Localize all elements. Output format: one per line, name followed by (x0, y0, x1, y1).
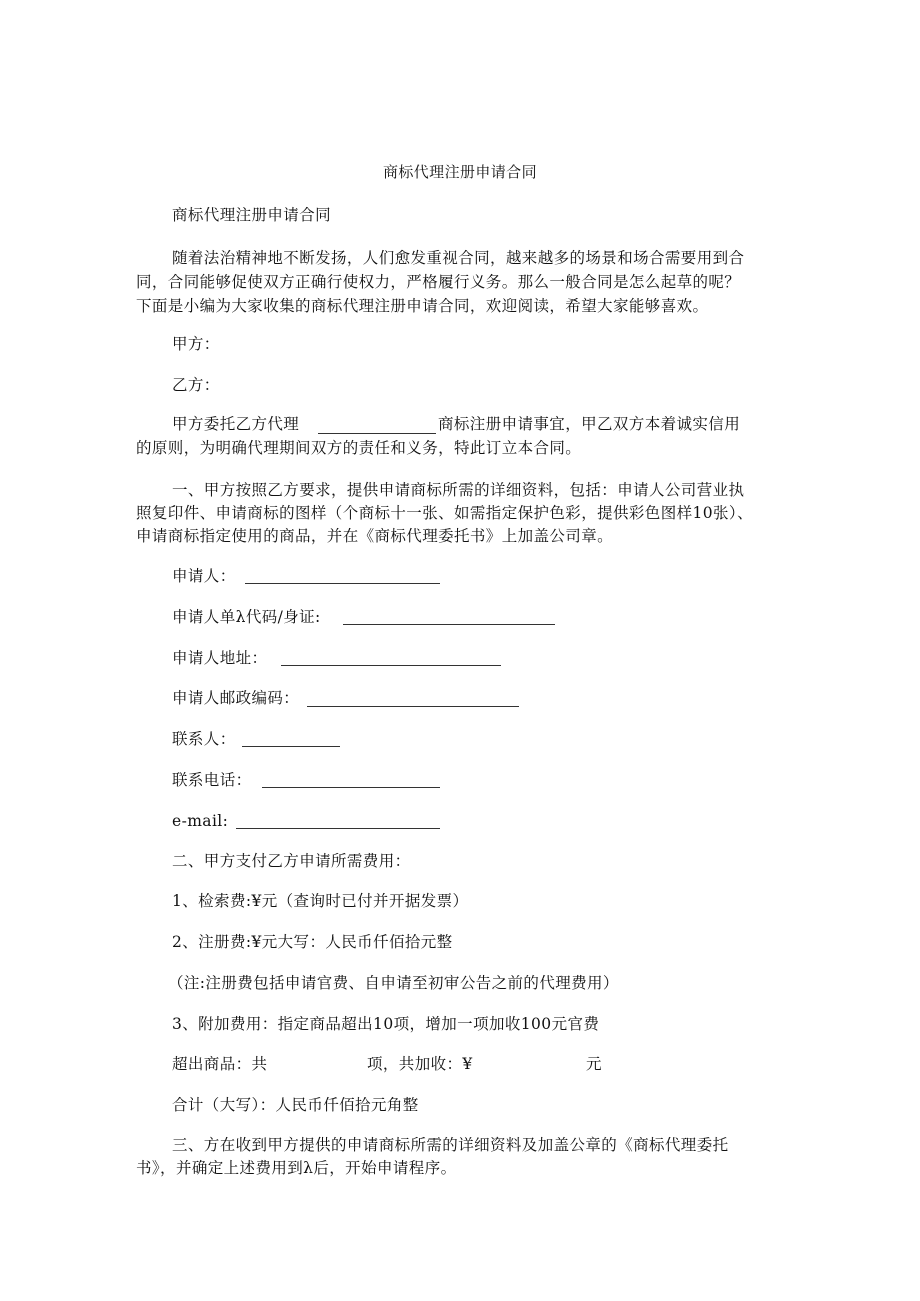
clause1-line-3: 申请商标指定使用的商品，并在《商标代理委托书》上加盖公司章。 (136, 527, 614, 545)
intro-line-3: 下面是小编为大家收集的商标代理注册申请合同，欢迎阅读，希望大家能够喜欢。 (136, 297, 709, 315)
applicant-label: 申请人： (172, 567, 236, 585)
trademark-name-blank[interactable] (318, 433, 436, 434)
clause2-heading: 二、甲方支付乙方申请所需费用： (172, 852, 411, 870)
address-label: 申请人地址： (172, 649, 268, 667)
clause1-line-1: 一、甲方按照乙方要求，提供申请商标所需的详细资料，包括：申请人公司营业执 (172, 481, 745, 499)
contact-label: 联系人： (172, 730, 236, 748)
party-b-label: 乙方： (172, 376, 220, 394)
document-title: 商标代理注册申请合同 (382, 163, 537, 181)
entrust-line-2: 的原则，为明确代理期间双方的责任和义务，特此订立本合同。 (136, 439, 582, 457)
phone-label: 联系电话： (172, 771, 252, 789)
clause3-line-1: 三、方在收到甲方提供的申请商标所需的详细资料及加盖公章的《商标代理委托 (172, 1136, 729, 1154)
contact-blank[interactable] (242, 746, 340, 747)
party-a-label: 甲方： (172, 335, 220, 353)
phone-blank[interactable] (262, 787, 440, 788)
entrust-prefix: 甲方委托乙方代理 (172, 415, 300, 433)
subtitle: 商标代理注册申请合同 (172, 206, 332, 224)
fee-search: 1、检索费:¥元（查询时已付并开据发票） (172, 892, 469, 910)
applicant-blank[interactable] (245, 583, 440, 584)
extra-items-mid: 项，共加收：¥ (367, 1055, 473, 1073)
postcode-blank[interactable] (307, 706, 519, 707)
address-blank[interactable] (281, 665, 501, 666)
email-blank[interactable] (236, 828, 440, 829)
clause1-line-2: 照复印件、申请商标的图样（个商标十一张、如需指定保护色彩，提供彩色图样10张）、 (136, 504, 753, 522)
id-code-label: 申请人单λ代码/身证: (172, 608, 321, 626)
clause3-line-2: 书》，并确定上述费用到λ后，开始申请程序。 (136, 1159, 457, 1177)
extra-items-prefix: 超出商品：共 (172, 1055, 268, 1073)
id-code-blank[interactable] (343, 624, 555, 625)
fee-additional: 3、附加费用：指定商品超出10项，增加一项加收100元官费 (172, 1015, 600, 1033)
fee-note: （注:注册费包括申请官费、自申请至初审公告之前的代理费用） (168, 974, 619, 992)
email-label: e-mail: (172, 812, 229, 830)
entrust-suffix: 商标注册申请事宜，甲乙双方本着诚实信用 (438, 415, 741, 433)
fee-total: 合计（大写）：人民币仟佰拾元角整 (172, 1096, 419, 1114)
intro-line-2: 同，合同能够促使双方正确行使权力，严格履行义务。那么一般合同是怎么起草的呢？ (136, 273, 741, 291)
postcode-label: 申请人邮政编码： (172, 689, 300, 707)
intro-line-1: 随着法治精神地不断发扬，人们愈发重视合同，越来越多的场景和场合需要用到合 (172, 249, 745, 267)
extra-items-unit: 元 (586, 1055, 602, 1073)
fee-registration: 2、注册费:¥元大写：人民币仟佰拾元整 (172, 933, 453, 951)
